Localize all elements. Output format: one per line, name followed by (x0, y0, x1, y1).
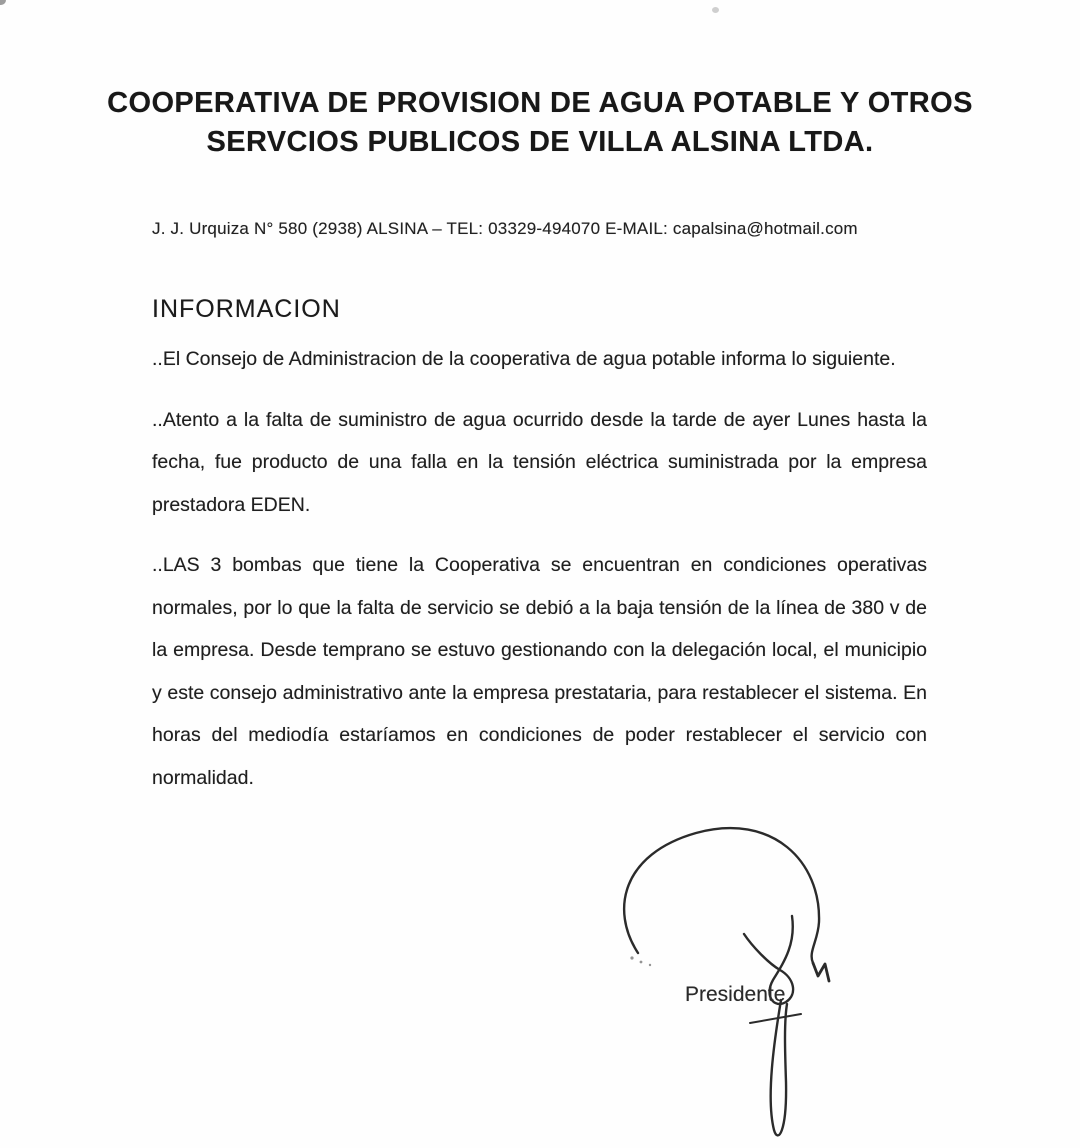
paragraph-cause: ..Atento a la falta de suministro de agua ocurrido desde la tarde de ayer Lunes hasta la fecha, fue producto de una falla en la tensión eléctrica suministrada por la empresa prestadora EDEN. (152, 408, 927, 516)
signature-block (560, 810, 980, 1148)
document-title-line1: COOPERATIVA DE PROVISION DE AGUA POTABLE Y OTROS (107, 87, 973, 119)
scan-speck-artifact (712, 7, 719, 13)
signature-dots (630, 956, 651, 966)
document-title-line2: SERVCIOS PUBLICOS DE VILLA ALSINA LTDA. (206, 126, 874, 158)
document-title (0, 0, 1080, 162)
paragraph-intro: ..El Consejo de Administracion de la cooperativa de agua potable informa lo siguiente. (152, 348, 896, 370)
signature-crossbar-stroke (750, 1014, 801, 1023)
signature-hook-stroke (813, 963, 829, 981)
handwritten-signature-icon (560, 810, 980, 1148)
signature-descender-stroke (771, 1000, 787, 1135)
signature-circle-stroke (624, 828, 819, 963)
signature-role-label: Presidente (685, 983, 786, 1006)
section-heading: INFORMACION (152, 295, 341, 323)
address-contact-line: J. J. Urquiza N° 580 (2938) ALSINA – TEL: 03329-494070 E-MAIL: capalsina@hotmail.com (152, 219, 858, 238)
document-body (152, 324, 927, 799)
paragraph-status: ..LAS 3 bombas que tiene la Cooperativa se encuentran en condiciones operativas normales, por lo que la falta de servicio se debió a la baja tensión de la línea de 380 v de la empresa. Desde temprano se estuvo gestionando con la delegación local, el municipio y este consejo administrativo ante la empresa prestataria, para restablecer el sistema. En horas del mediodía estaríamos en condiciones de poder restablecer el servicio con normalidad. (152, 554, 927, 789)
